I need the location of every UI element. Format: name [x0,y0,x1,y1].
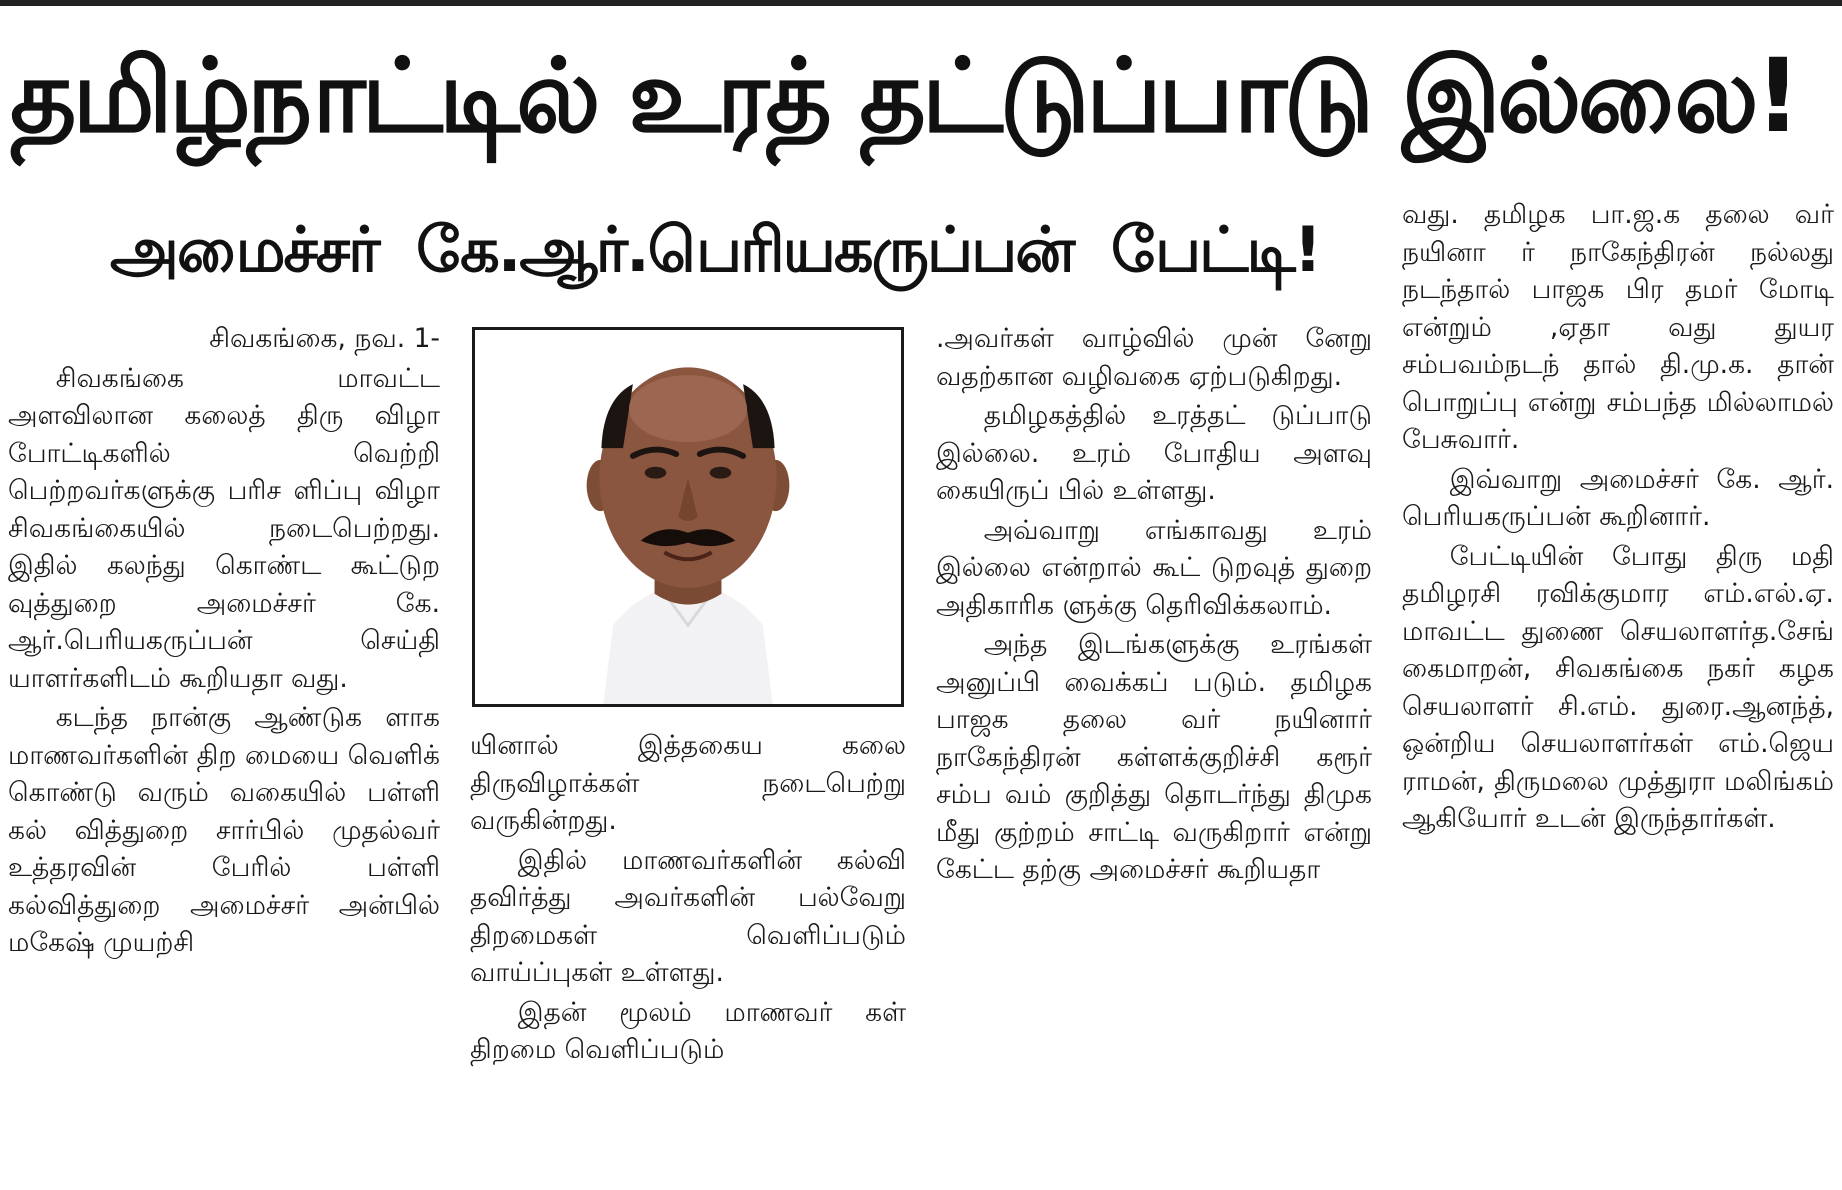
paragraph: அவ்வாறு எங்காவது உரம் இல்லை என்றால் கூட் டுறவுத் துறை அதிகாரிக ளுக்கு தெரிவிக்கலாம். [936,514,1372,621]
paragraph: இவ்வாறு அமைச்சர் கே. ஆர். பெரியகருப்பன் கூறினார். [1402,463,1834,532]
portrait-photo-icon [475,330,901,704]
headline: தமிழ்நாட்டில் உரத் தட்டுப்பாடு இல்லை! [10,37,1798,156]
dateline: சிவகங்கை, நவ. 1- [209,323,440,354]
paragraph: வது. தமிழக பா.ஜ.க தலை வர் நயினா ர் நாகேந்திரன் நல்லது நடந்தால் பாஜக பிர தமர் மோடி என்றும் ,ஏதா வது துயர சம்பவம்நடந் தால் தி.மு.க. தான் பொறுப்பு என்று சம்பந்த மில்லாமல் பேசுவார். [1402,199,1834,455]
paragraph: இதில் மாணவர்களின் கல்வி தவிர்த்து அவர்களின் பல்வேறு திறமைகள் வெளிப்படும் வாய்ப்புகள் உள்ளது. [470,844,906,988]
paragraph: தமிழகத்தில் உரத்தட் டுப்பாடு இல்லை. உரம் போதிய அளவு கையிருப் பில் உள்ளது. [936,400,1372,506]
subheadline: அமைச்சர் கே.ஆர்.பெரியகருப்பன் பேட்டி! [110,213,1321,286]
paragraph: அந்த இடங்களுக்கு உரங்கள் அனுப்பி வைக்கப் படும். தமிழக பாஜக தலை வர் நயினார் நாகேந்திரன் கள்ளக்குறிச்சி கரூர் சம்ப வம் குறித்து தொடர்ந்து திமுக மீது குற்றம் சாட்டி வருகிறார் என்று கேட்ட தற்கு அமைச்சர் கூறியதா [936,629,1372,885]
article-column-4 [1402,196,1834,840]
paragraph: யினால் இத்தகைய கலை திருவிழாக்கள் நடைபெற்று வருகின்றது. [470,730,906,836]
minister-photo [472,327,904,707]
paragraph: .அவர்கள் வாழ்வில் முன் னேறு வதற்கான வழிவகை ஏற்படுகிறது. [936,323,1372,392]
article-column-3 [936,320,1372,891]
paragraph: கடந்த நான்கு ஆண்டுக ளாக மாணவர்களின் திற மையை வெளிக் கொண்டு வரும் வகையில் பள்ளி கல் வித்துறை சார்பில் முதல்வர் உத்தரவின் பேரில் பள்ளி கல்வித்துறை அமைச்சர் அன்பில் மகேஷ் முயற்சி [8,702,440,958]
paragraph: இதன் மூலம் மாணவர் கள் திறமை வெளிப்படும் [470,996,906,1065]
paragraph: சிவகங்கை மாவட்ட அளவிலான கலைத் திரு விழா போட்டிகளில் வெற்றி பெற்றவர்களுக்கு பரிச ளிப்பு விழா சிவகங்கையில் நடைபெற்றது. இதில் கலந்து கொண்ட கூட்டுற வுத்துறை அமைச்சர் கே. ஆர்.பெரியகருப்பன் செய்தி யாளர்களிடம் கூறியதா வது. [8,362,440,694]
paragraph: பேட்டியின் போது திரு மதி தமிழரசி ரவிக்குமார எம்.எல்.ஏ. மாவட்ட துணை செயலாளர்த.சேங் கைமாறன், சிவகங்கை நகர் கழக செயலாளர் சி.எம். துரை.ஆனந்த், ஒன்றிய செயலாளர்கள் எம்.ஜெய ராமன், திருமலை முத்துரா மலிங்கம் ஆகியோர் உடன் இருந்தார்கள். [1402,540,1834,834]
article-column-1 [8,320,440,964]
article-column-2 [470,727,906,1071]
top-rule [0,0,1842,6]
